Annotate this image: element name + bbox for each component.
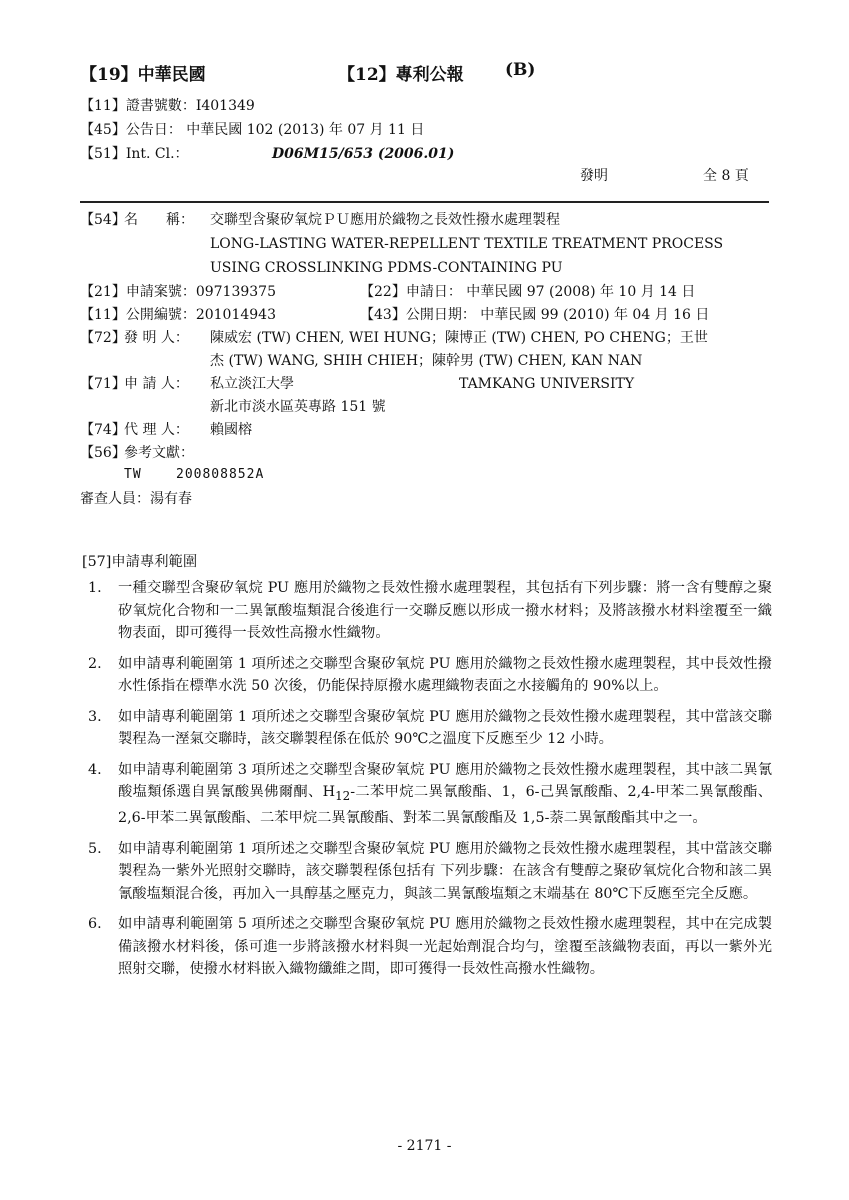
claim-text: 如申請專利範圍第 1 項所述之交聯型含聚矽氧烷 PU 應用於織物之長效性撥水處理製程，其中長效性撥水性係指在標準水洗 50 次後，仍能保持原撥水處理織物表面之水接觸角的 90%以上。 [118, 655, 772, 694]
announcement-date: 【45】公告日： 中華民國 102 (2013) 年 07 月 11 日 [80, 122, 425, 138]
claim-text [118, 759, 772, 830]
claim-number: 2. [88, 655, 102, 672]
claim-item [82, 838, 772, 906]
agent-tag: 【74】 [80, 422, 126, 438]
int-cl-value: D06M15/653 (2006.01) [272, 146, 455, 162]
application-date: 【22】申請日： 中華民國 97 (2008) 年 10 月 14 日 [360, 284, 696, 300]
page-count: 全 8 頁 [703, 168, 749, 184]
inventor-label: 發 明 人： [124, 330, 189, 346]
applicant-label: 申 請 人： [124, 376, 189, 392]
applicant-chinese: 私立淡江大學 [210, 376, 294, 392]
application-number: 【21】申請案號：097139375 [80, 284, 276, 300]
title-english-line-1: LONG-LASTING WATER-REPELLENT TEXTILE TREATMENT PROCESS [210, 236, 724, 252]
page-number: - 2171 - [397, 1138, 452, 1154]
kind-code: (B) [505, 60, 536, 80]
claim-item [82, 913, 772, 981]
claim-text: 一種交聯型含聚矽氧烷 PU 應用於織物之長效性撥水處理製程，其包括有下列步驟：將一含有雙醇之聚矽氧烷化合物和一二異氰酸塩類混合後進行一交聯反應以形成一撥水材料；及將該撥水材料塗覆至一織物表面，即可獲得一長效性高撥水性織物。 [118, 580, 772, 641]
agent-name: 賴國榕 [210, 422, 252, 438]
agent-label: 代 理 人： [124, 422, 189, 438]
claim-number: 3. [88, 708, 102, 725]
applicant-english: TAMKANG UNIVERSITY [459, 376, 635, 392]
publication-number: 【11】公開編號：201014943 [80, 307, 276, 323]
certificate-number: 【11】證書號數：I401349 [80, 98, 255, 114]
publication-date: 【43】公開日期： 中華民國 99 (2010) 年 04 月 16 日 [360, 307, 710, 323]
claim-item [82, 706, 772, 751]
claim-number: 4. [88, 761, 102, 778]
header-divider [80, 201, 769, 203]
examiner: 審查人員：湯有春 [80, 491, 192, 507]
title-tag: 【54】 [80, 212, 126, 228]
claim-text: 如申請專利範圍第 1 項所述之交聯型含聚矽氧烷 PU 應用於織物之長效性撥水處理製程，其中當該交聯製程為一紫外光照射交聯時，該交聯製程係包括有 下列步驟：在該含有雙醇之聚矽氧烷化合物和該二異氰酸塩類混合後，再加入一具醇基之壓克力，與該二異氰酸塩類之末端基在 80℃下反應至完全反應。 [118, 840, 772, 902]
int-cl-label: 【51】Int. Cl.： [80, 146, 189, 162]
title-label: 名 稱： [124, 212, 194, 228]
patent-category: 發明 [580, 168, 608, 184]
claim-item [82, 759, 772, 830]
applicant-tag: 【71】 [80, 376, 126, 392]
claim-item [82, 577, 772, 645]
applicant-address: 新北市淡水區英專路 151 號 [210, 399, 386, 415]
inventors-line-2: 杰 (TW) WANG, SHIH CHIEH；陳幹男 (TW) CHEN, KAN NAN [210, 353, 643, 369]
title-chinese: 交聯型含聚矽氧烷ＰＵ應用於織物之長效性撥水處理製程 [210, 212, 560, 228]
subscript-12: 12 [335, 788, 351, 803]
references-label: 參考文獻： [124, 445, 194, 461]
claim-text: 如申請專利範圍第 1 項所述之交聯型含聚矽氧烷 PU 應用於織物之長效性撥水處理製程，其中當該交聯製程為一溼氣交聯時，該交聯製程係在低於 90℃之溫度下反應至少 12 小時。 [118, 708, 772, 747]
references-tag: 【56】 [80, 445, 126, 461]
inventors-line-1: 陳威宏 (TW) CHEN, WEI HUNG；陳博正 (TW) CHEN, PO CHENG；王世 [210, 330, 708, 346]
title-english-line-2: USING CROSSLINKING PDMS-CONTAINING PU [210, 260, 563, 276]
country-header: 【19】中華民國 [80, 65, 206, 85]
claim-number: 1. [88, 580, 102, 596]
claim-item [82, 653, 772, 698]
claim-number: 6. [88, 916, 102, 933]
claim-number: 5. [88, 840, 102, 857]
inventor-tag: 【72】 [80, 330, 126, 346]
claim-text: 如申請專利範圍第 5 項所述之交聯型含聚矽氧烷 PU 應用於織物之長效性撥水處理製程，其中在完成製備該撥水材料後，係可進一步將該撥水材料與一光起始劑混合均勻，塗覆至該織物表面，再以一紫外光照射交聯，使撥水材料嵌入織物纖維之間，即可獲得一長效性高撥水性織物。 [118, 916, 772, 978]
claims-title: [57]申請專利範圍 [82, 554, 198, 570]
claim-text-part-b: -二苯甲烷二異氰酸酯、1，6-己異氰酸酯、2,4-甲苯二異氰酸酯、2,6-甲苯二異氰酸酯、二苯甲烷二異氰酸酯、對苯二異氰酸酯及 1,5-萘二異氰酸酯其中之一。 [118, 784, 773, 827]
reference-number: 200808852A [176, 467, 265, 482]
claim-text-part-a: 如申請專利範圍第 3 項所述之交聯型含聚矽氧烷 PU 應用於織物之長效性撥水處理製程，其中該二異氰酸塩類係選自異氰酸異佛爾酮、H [118, 761, 772, 800]
publication-type: 【12】專利公報 [338, 65, 464, 85]
reference-country: TW [124, 467, 142, 482]
claims-section [82, 551, 772, 989]
